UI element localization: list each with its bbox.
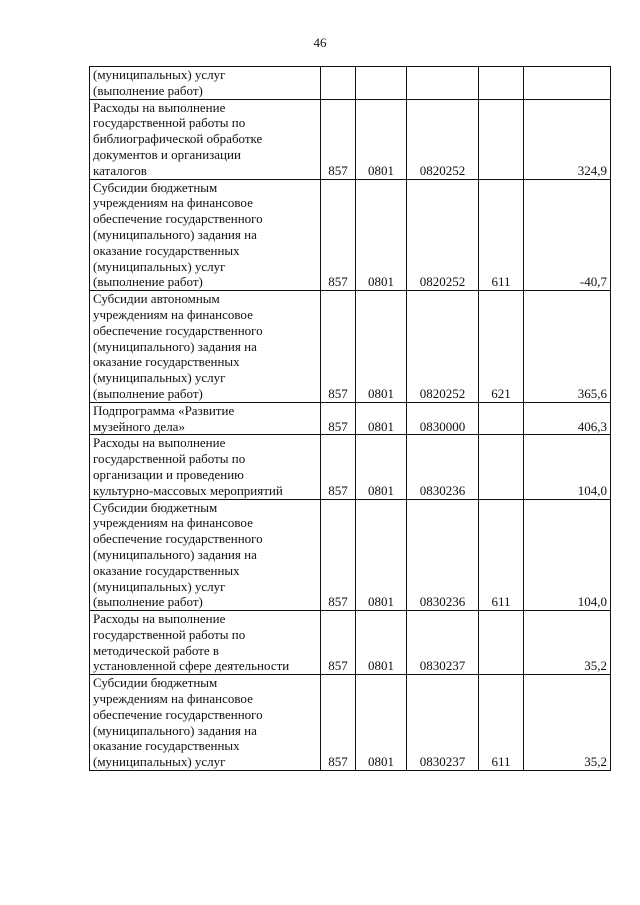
amount-cell: 35,2 xyxy=(524,675,611,771)
ministry-code-cell: 857 xyxy=(321,499,356,611)
expense-type-code-cell: 611 xyxy=(479,499,524,611)
ministry-code-cell: 857 xyxy=(321,99,356,179)
amount-cell: 324,9 xyxy=(524,99,611,179)
ministry-code-cell: 857 xyxy=(321,291,356,403)
section-code-cell: 0801 xyxy=(356,675,407,771)
amount-cell xyxy=(524,67,611,100)
expense-type-code-cell xyxy=(479,99,524,179)
expense-name-cell: Субсидии бюджетным учреждениям на финансовое обеспечение государственного (муниципального) задания на оказание государственных (муниципальных) услуг (выполнение работ) xyxy=(90,179,321,291)
expense-name-cell: Расходы на выполнение государственной работы по организации и проведению культурно-массовых мероприятий xyxy=(90,435,321,499)
target-item-code-cell: 0820252 xyxy=(407,179,479,291)
ministry-code-cell xyxy=(321,67,356,100)
expense-name-cell: (муниципальных) услуг (выполнение работ) xyxy=(90,67,321,100)
amount-cell: 104,0 xyxy=(524,499,611,611)
amount-cell: 406,3 xyxy=(524,402,611,435)
budget-table-body xyxy=(90,67,611,771)
section-code-cell: 0801 xyxy=(356,291,407,403)
target-item-code-cell: 0820252 xyxy=(407,291,479,403)
section-code-cell: 0801 xyxy=(356,611,407,675)
section-code-cell xyxy=(356,67,407,100)
table-row xyxy=(90,675,611,771)
amount-cell: 365,6 xyxy=(524,291,611,403)
budget-table xyxy=(89,66,611,771)
amount-cell: -40,7 xyxy=(524,179,611,291)
expense-name-cell: Подпрограмма «Развитие музейного дела» xyxy=(90,402,321,435)
expense-name-cell: Субсидии бюджетным учреждениям на финансовое обеспечение государственного (муниципального) задания на оказание государственных (муниципальных) услуг (выполнение работ) xyxy=(90,499,321,611)
target-item-code-cell: 0830237 xyxy=(407,675,479,771)
expense-type-code-cell: 611 xyxy=(479,179,524,291)
section-code-cell: 0801 xyxy=(356,99,407,179)
expense-type-code-cell xyxy=(479,67,524,100)
section-code-cell: 0801 xyxy=(356,435,407,499)
target-item-code-cell: 0830237 xyxy=(407,611,479,675)
ministry-code-cell: 857 xyxy=(321,179,356,291)
ministry-code-cell: 857 xyxy=(321,611,356,675)
target-item-code-cell: 0830236 xyxy=(407,435,479,499)
table-row xyxy=(90,179,611,291)
section-code-cell: 0801 xyxy=(356,402,407,435)
expense-name-cell: Субсидии автономным учреждениям на финансовое обеспечение государственного (муниципального) задания на оказание государственных (муниципальных) услуг (выполнение работ) xyxy=(90,291,321,403)
expense-name-cell: Расходы на выполнение государственной работы по методической работе в установленной сфере деятельности xyxy=(90,611,321,675)
target-item-code-cell: 0830236 xyxy=(407,499,479,611)
table-row xyxy=(90,435,611,499)
expense-name-cell: Расходы на выполнение государственной работы по библиографической обработке документов и организации каталогов xyxy=(90,99,321,179)
target-item-code-cell xyxy=(407,67,479,100)
expense-type-code-cell xyxy=(479,402,524,435)
section-code-cell: 0801 xyxy=(356,179,407,291)
amount-cell: 104,0 xyxy=(524,435,611,499)
expense-type-code-cell xyxy=(479,611,524,675)
table-row xyxy=(90,67,611,100)
target-item-code-cell: 0820252 xyxy=(407,99,479,179)
table-row xyxy=(90,611,611,675)
page-number: 46 xyxy=(313,35,327,50)
table-row xyxy=(90,291,611,403)
ministry-code-cell: 857 xyxy=(321,675,356,771)
amount-cell: 35,2 xyxy=(524,611,611,675)
table-row xyxy=(90,99,611,179)
expense-name-cell: Субсидии бюджетным учреждениям на финансовое обеспечение государственного (муниципального) задания на оказание государственных (муниципальных) услуг xyxy=(90,675,321,771)
target-item-code-cell: 0830000 xyxy=(407,402,479,435)
table-row xyxy=(90,402,611,435)
expense-type-code-cell xyxy=(479,435,524,499)
expense-type-code-cell: 611 xyxy=(479,675,524,771)
table-row xyxy=(90,499,611,611)
ministry-code-cell: 857 xyxy=(321,435,356,499)
ministry-code-cell: 857 xyxy=(321,402,356,435)
expense-type-code-cell: 621 xyxy=(479,291,524,403)
section-code-cell: 0801 xyxy=(356,499,407,611)
